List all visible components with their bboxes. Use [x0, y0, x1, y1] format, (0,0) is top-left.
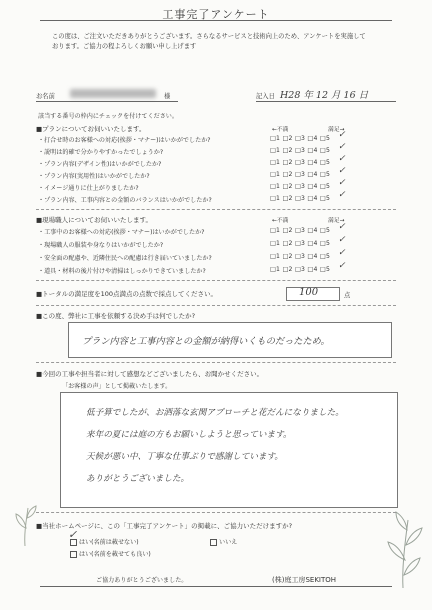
name-label: お名前 [36, 93, 55, 100]
section-craftsmen-heading: ■現場職人についてお伺いいたします。 [36, 216, 152, 224]
scale-high-label-2: 満足→ [328, 218, 345, 224]
name-suffix: 様 [164, 93, 171, 100]
feedback-heading: ■今回の工事や担当者に対して感想などございましたら、お聞かせください。 [36, 370, 264, 378]
total-score-unit: 点 [344, 292, 351, 299]
section-divider-1 [36, 209, 396, 210]
feedback-line-1: 低予算でしたが、お洒落な玄関アプローチと花だんになりました。 [86, 408, 344, 418]
form-title: 工事完了アンケート [162, 8, 270, 21]
plan-q4: ・プラン内容(実用性)はいかがでしたか? [38, 173, 150, 180]
plan-q5-checkmark: ✓ [338, 178, 346, 188]
checkbox-yes-with-name[interactable] [70, 551, 77, 558]
feedback-text [86, 402, 344, 490]
craft-q3: ・安全面の配慮や、近隣住民への配慮は行き届いていましたか? [38, 255, 212, 262]
option-yes-anonymous-label: はい(名前は載せない) [79, 539, 139, 546]
date-underline [256, 101, 396, 102]
section-divider-4 [36, 362, 396, 363]
decision-heading: ■この度、弊社に工事を依頼する決め手は何でしたか? [36, 312, 196, 320]
total-score-heading: ■トータルの満足度を100点満点の点数で採点してください。 [36, 290, 218, 298]
decision-answer-text: プラン内容と工事内容との金額が納得いくものだったため。 [82, 336, 330, 347]
date-value: H28 年 12 月 16 日 [280, 90, 369, 101]
plan-q2: ・説明は的確で分かりやすかったでしょうか? [38, 149, 164, 156]
leaf-decoration-icon [378, 500, 428, 590]
craft-q4: ・道具・材料の後片付けや清掃はしっかりできていましたか? [38, 268, 206, 275]
scale-low-label-1: ←不満 [272, 127, 289, 133]
option-no-label: いいえ [219, 539, 238, 546]
craft-q1: ・工事中のお客様への対応(挨拶・マナー)はいかがでしたか? [38, 229, 205, 236]
plan-q3: ・プラン内容(デザイン性)はいかがでしたか? [38, 161, 162, 168]
plan-q5: ・イメージ通りに仕上がりましたか? [38, 185, 139, 192]
craft-q4-checkmark: ✓ [338, 261, 346, 271]
feedback-line-3: 天候が悪い中、丁寧な仕事ぶりで感謝しています。 [86, 452, 283, 462]
craft-q1-options[interactable]: □1 □2 □3 □4 □5 [270, 227, 331, 234]
craft-q2-checkmark: ✓ [338, 235, 346, 245]
section-divider-5 [36, 512, 396, 513]
section-divider-2 [36, 280, 396, 281]
craft-q1-checkmark: ✓ [338, 222, 346, 232]
footer-rule [40, 586, 392, 587]
intro-text [52, 32, 366, 52]
publish-heading: ■当社ホームページに、この「工事完了アンケート」の掲載に、ご協力いただけますか? [36, 522, 293, 530]
company-name: (株)庭工房SEKITOH [272, 576, 337, 584]
intro-line-1: この度は、ご注文いただきありがとうございます。さらなるサービスと技術向上のため、アンケートを実施して [52, 33, 366, 40]
plan-q2-checkmark: ✓ [338, 142, 346, 152]
plan-q3-checkmark: ✓ [338, 154, 346, 164]
customer-voice-label: 「お客様の声」として掲載いたします。 [62, 383, 172, 390]
craft-q3-options[interactable]: □1 □2 □3 □4 □5 [270, 253, 331, 260]
scale-low-label-2: ←不満 [272, 218, 289, 224]
feedback-line-2: 来年の夏には庭の方もお願いしようと思っています。 [86, 430, 292, 440]
craft-q4-options[interactable]: □1 □2 □3 □4 □5 [270, 266, 331, 273]
publish-yes-anonymous-checkmark: ✓ [68, 528, 78, 541]
scale-high-label-1: 満足→ [328, 127, 345, 133]
plan-q6: ・プラン内容、工事内容との金額のバランスはいかがでしたか? [38, 197, 212, 204]
thanks-text: ご協力ありがとうございました。 [96, 577, 188, 584]
plan-q6-checkmark: ✓ [338, 190, 346, 200]
craft-q2-options[interactable]: □1 □2 □3 □4 □5 [270, 240, 331, 247]
title-divider [40, 20, 392, 21]
section-plan-heading: ■プランについてお伺いいたします。 [36, 125, 146, 133]
total-score-value: 100 [299, 287, 319, 298]
option-yes-with-name-label: はい(名前を載せても良い) [79, 551, 151, 558]
redacted-name [70, 89, 156, 98]
feedback-line-4: ありがとうございました。 [86, 474, 190, 484]
plan-q4-checkmark: ✓ [338, 166, 346, 176]
craft-q2: ・現場職人の服装や身なりはいかがでしたか? [38, 242, 164, 249]
instruction-text: 該当する番号の枠内にチェックを付けてください。 [38, 113, 178, 120]
publish-option-yes-with-name[interactable] [70, 549, 151, 558]
craft-q3-checkmark: ✓ [338, 248, 346, 258]
publish-option-yes-anonymous[interactable] [70, 537, 139, 546]
publish-option-no[interactable] [210, 537, 237, 546]
plan-q6-options[interactable]: □1 □2 □3 □4 □5 [270, 195, 331, 202]
plan-q1-options[interactable]: □1 □2 □3 □4 □5 [270, 135, 331, 142]
date-label: 記入日 [256, 93, 275, 100]
plan-q5-options[interactable]: □1 □2 □3 □4 □5 [270, 183, 331, 190]
name-underline [36, 101, 178, 102]
plan-q4-options[interactable]: □1 □2 □3 □4 □5 [270, 171, 331, 178]
intro-line-2: おります。ご協力の程よろしくお願い申し上げます [52, 43, 197, 50]
plan-q1: ・打合せ時のお客様への対応(挨拶・マナー)はいかがでしたか? [38, 137, 211, 144]
checkbox-no[interactable] [210, 539, 217, 546]
plan-q2-options[interactable]: □1 □2 □3 □4 □5 [270, 147, 331, 154]
plan-q3-options[interactable]: □1 □2 □3 □4 □5 [270, 159, 331, 166]
section-divider-3 [36, 305, 396, 306]
plan-q1-checkmark: ✓ [338, 130, 346, 140]
